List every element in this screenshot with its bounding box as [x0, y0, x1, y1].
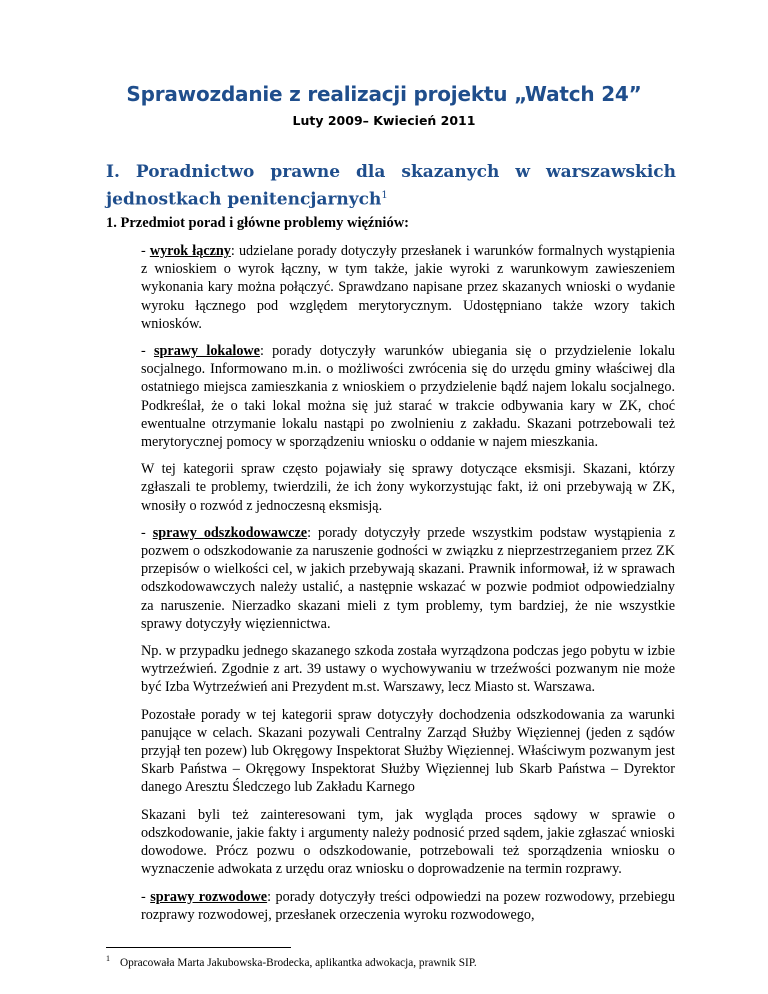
item-term: sprawy odszkodowawcze	[152, 524, 308, 541]
document-date-range: Luty 2009– Kwiecień 2011	[292, 113, 476, 128]
paragraph-proces-sadowy	[141, 806, 675, 879]
footnote-number: 1	[106, 954, 110, 963]
document-title: Sprawozdanie z realizacji projektu „Watch 24”	[126, 82, 642, 106]
footnote-separator	[106, 947, 291, 948]
item-term: wyrok łączny	[149, 243, 231, 259]
section-heading	[106, 160, 676, 212]
item-prefix: -	[141, 343, 154, 360]
item-text: : porady dotyczyły przede wszystkim podstaw wystąpienia z pozwem o odszkodowanie za naruszenie godności w związku z nieprzestrzeganiem przez ZK przepisów o wielkości cel, w jakich przebywają skazani. Prawnik informował, iż w sprawach odszkodowawczych należy ustalić, a następnie wskazać w pozwie podmiot odpowiedzialny za naruszenie. Nierzadko skazani mieli z tym problemy, tym bardziej, że nie wszystkie sprawy dotyczyły więziennictwa.	[141, 524, 676, 632]
item-text: W tej kategorii spraw często pojawiały się sprawy dotyczące eksmisji. Skazani, którzy zgłaszali te problemy, twierdzili, że ich żony wykorzystując fakt, iż oni przebywają w ZK, wnosiły o rozwód z jednoczesną eksmisją.	[141, 461, 675, 514]
footnote-text: Opracowała Marta Jakubowska-Brodecka, aplikantka adwokacja, prawnik SIP.	[120, 956, 477, 969]
footnote	[106, 952, 676, 970]
paragraph-izba-wytrzezwien	[141, 642, 675, 697]
paragraph-sprawy-odszkodowawcze	[141, 524, 675, 633]
item-text: : udzielane porady dotyczyły przesłanek i warunków formalnych wystąpienia z wnioskiem o wyrok łączny, w tym także, jakie wyroki z warunkowym zawieszeniem wykonania kary można połączyć. Sprawdzano napisane przez skazanych wnioski o wydanie wyroku łącznego pod względem merytorycznym. Udostępniano także wzory takich wniosków.	[141, 243, 675, 332]
item-prefix: -	[141, 243, 150, 259]
item-text: : porady dotyczyły treści odpowiedzi na pozew rozwodowy, przebiegu rozprawy rozwodowej, przesłanek orzeczenia wyroku rozwodowego,	[141, 888, 675, 923]
section-heading-text: I. Poradnictwo prawne dla skazanych w warszawskich jednostkach penitencjarnych	[106, 162, 676, 210]
paragraph-sprawy-rozwodowe	[141, 888, 675, 924]
footnote-reference[interactable]: 1	[381, 190, 388, 201]
paragraph-sprawy-lokalowe	[141, 342, 675, 451]
item-term: sprawy rozwodowe	[150, 888, 268, 905]
paragraph-warunki-w-celach	[141, 706, 675, 797]
item-text: : porady dotyczyły warunków ubiegania się o przydzielenie lokalu socjalnego. Informowano m.in. o możliwości zwrócenia się do urzędu gminy właściwej dla ostatniego miejsca zamieszkania z wnioskiem o przydzielenie bądź najem lokalu socjalnego. Podkreślał, że o taki lokal można się już starać w trakcie odbywania kary w ZK, choć ewentualne otrzymanie lokalu nastąpi po zwolnieniu z zakładu. Skazani potrzebowali też merytorycznej pomocy w sporządzeniu wniosku o oddanie w najem mieszkania.	[141, 343, 675, 451]
item-prefix: -	[141, 524, 153, 541]
paragraph-wyrok-laczny	[141, 242, 675, 333]
subsection-heading: 1. Przedmiot porad i główne problemy więźniów:	[106, 215, 409, 231]
item-text: Np. w przypadku jednego skazanego szkoda została wyrządzona podczas jego pobytu w izbie wytrzeźwień. Zgodnie z art. 39 ustawy o wychowywaniu w trzeźwości pozwanym nie może być Izba Wytrzeźwień ani Prezydent m.st. Warszawy, lecz Miasto st. Warszawa.	[141, 643, 675, 696]
paragraph-eksmisje	[141, 460, 675, 515]
item-prefix: -	[141, 888, 151, 905]
item-text: Skazani byli też zainteresowani tym, jak wygląda proces sądowy w sprawie o odszkodowanie, jakie fakty i argumenty należy podnosić przed sądem, jakie zgłaszać wnioski dowodowe. Prócz pozwu o odszkodowanie, potrzebowali też sporządzenia wniosku o wyznaczenie adwokata z urzędu oraz wniosku o doprowadzenie na termin rozprawy.	[141, 806, 675, 878]
body-text	[141, 242, 675, 933]
item-term: sprawy lokalowe	[153, 343, 260, 360]
item-text: Pozostałe porady w tej kategorii spraw dotyczyły dochodzenia odszkodowania za warunki panujące w celach. Skazani pozywali Centralny Zarząd Służby Więziennej (jeden z sądów przyjął ten pozew) lub Okręgowy Inspektorat Służby Więziennej. Właściwym pozwanym jest Skarb Państwa – Okręgowy Inspektorat Służby Więziennej lub Skarb Państwa – Dyrektor danego Aresztu Śledczego lub Zakładu Karnego	[141, 706, 675, 796]
